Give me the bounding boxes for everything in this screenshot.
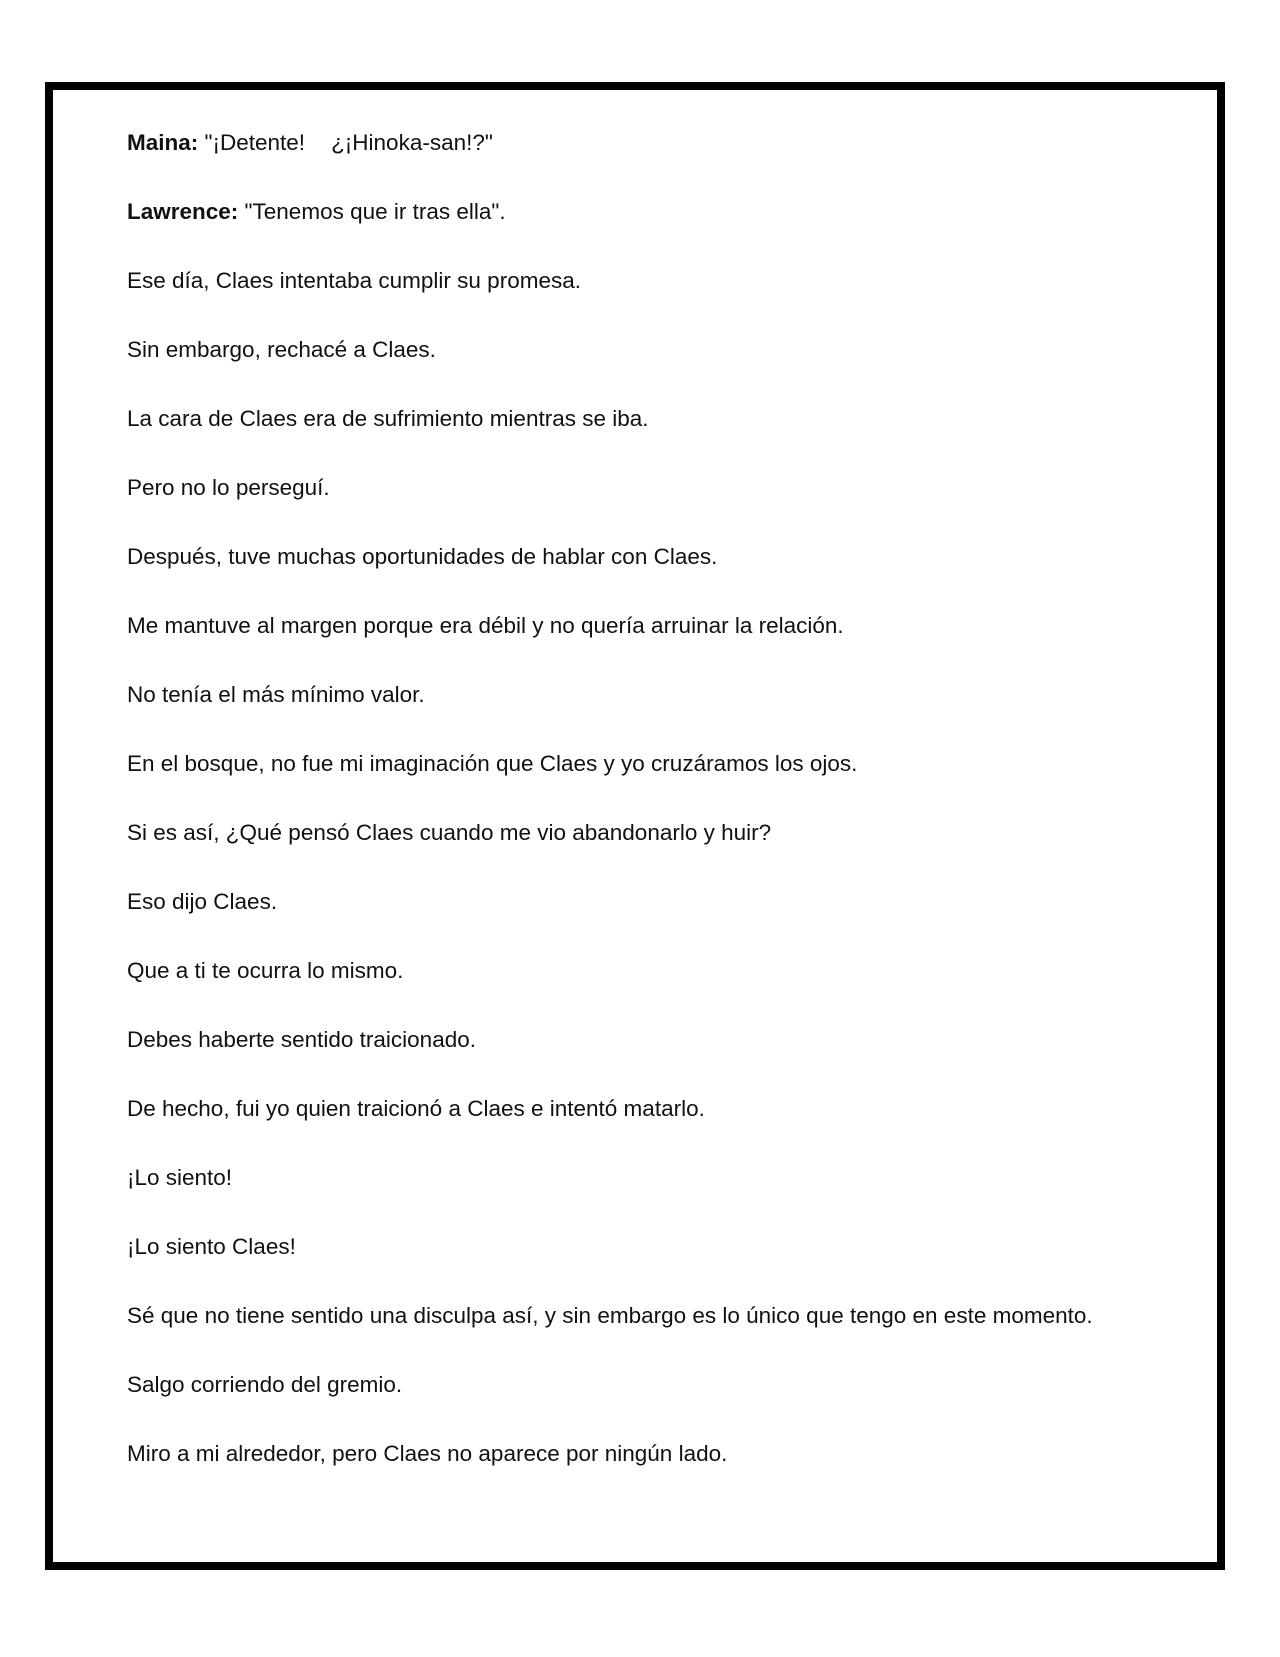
dialogue-text: ¿¡Hinoka-san!?" (331, 130, 493, 155)
paragraph: Debes haberte sentido traicionado. (127, 1027, 476, 1052)
paragraph: No tenía el más mínimo valor. (127, 682, 425, 707)
paragraph: Si es así, ¿Qué pensó Claes cuando me vio abandonarlo y huir? (127, 820, 772, 845)
dialogue-text: "Tenemos que ir tras ella". (238, 199, 506, 224)
paragraph: Pero no lo perseguí. (127, 475, 330, 500)
dialogue-text: "¡Detente! (198, 130, 306, 155)
paragraph: ¡Lo siento! (127, 1165, 233, 1190)
paragraph: Ese día, Claes intentaba cumplir su promesa. (127, 268, 581, 293)
dialogue-line-lawrence (127, 195, 1150, 229)
dialogue-line-maina (127, 126, 1150, 160)
paragraph: Después, tuve muchas oportunidades de hablar con Claes. (127, 544, 718, 569)
document-body (127, 126, 1150, 1506)
paragraph: Salgo corriendo del gremio. (127, 1372, 403, 1397)
paragraph: Sé que no tiene sentido una disculpa así, y sin embargo es lo único que tengo en este momento. (127, 1303, 1093, 1328)
paragraph: La cara de Claes era de sufrimiento mientras se iba. (127, 406, 649, 431)
paragraph: Sin embargo, rechacé a Claes. (127, 337, 436, 362)
speaker-name: Maina: (127, 130, 199, 155)
paragraph: En el bosque, no fue mi imaginación que Claes y yo cruzáramos los ojos. (127, 751, 858, 776)
paragraph: Miro a mi alrededor, pero Claes no aparece por ningún lado. (127, 1441, 728, 1466)
paragraph: De hecho, fui yo quien traicionó a Claes e intentó matarlo. (127, 1096, 705, 1121)
paragraph: Me mantuve al margen porque era débil y no quería arruinar la relación. (127, 613, 844, 638)
speaker-name: Lawrence: (127, 199, 239, 224)
paragraph: Que a ti te ocurra lo mismo. (127, 958, 404, 983)
paragraph: Eso dijo Claes. (127, 889, 278, 914)
paragraph: ¡Lo siento Claes! (127, 1234, 296, 1259)
